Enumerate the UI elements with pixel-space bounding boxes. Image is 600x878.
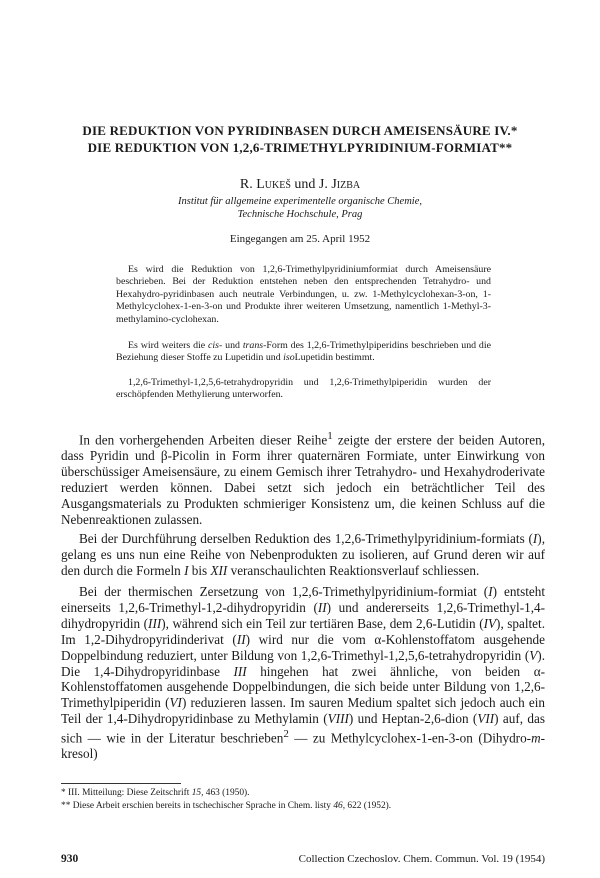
institution-line-2: Technische Hochschule, Prag bbox=[237, 209, 363, 220]
abstract-paragraph-2 bbox=[116, 340, 491, 365]
abstract-text-3: 1,2,6-Trimethyl-1,2,5,6-tetrahydropyridin und 1,2,6-Trimethylpiperidin wurden der erschöpfenden Methylierung unterworfen. bbox=[116, 377, 491, 401]
abstract-text-2: Es wird weiters die cis- und trans-Form des 1,2,6-Trimethylpiperidins beschrieben und die Beziehung dieser Stoffe zu Lupetidin und isoLupetidin bestimmt. bbox=[116, 340, 491, 364]
author-2-initial: J. bbox=[318, 177, 328, 192]
body-paragraph-3: Bei der thermischen Zersetzung von 1,2,6-Trimethylpyridinium-formiat (I) entsteht einerseits 1,2,6-Trimethyl-1,2-dihydropyridin (II) und andererseits 1,2,6-Trimethyl-1,4-dihydropyridin (III), während sich ein Teil zur tertiären Base, dem 2,6-Lutidin (IV), spaltet. Im 1,2-Dihydropyridinderivat (II) wird nur die vom α-Kohlenstoffatom ausgehende Doppelbindung reduziert, unter Bildung von 1,2,6-Trimethyl-1,2,5,6-tetrahydropyridin (V). Die 1,4-Dihydropyridinbase III hingehen hat zwei ähnliche, von beiden α-Kohlenstoffatomen ausgehende Doppelbindungen, die sich beide unter Bildung von 1,2,6-Trimethylpiperidin (VI) reduzieren lassen. Im sauren Medium spaltet sich jedoch auch ein Teil der 1,4-Dihydropyridinbase zu Methylamin (VIII) und Heptan-2,6-dion (VII) auf, das sich — wie in der Literatur beschrieben$^2$ — zu Methylcyclohex-1-en-3-on (Dihydro-m-kresol) bbox=[61, 584, 546, 762]
body-paragraph-1: In den vorhergehenden Arbeiten dieser Reihe$^1$ zeigte der erstere der beiden Autoren, dass Pyridin und β-Picolin in Form ihrer quaternären Formiate, unter Einwirkung von überschüssiger Ameisensäure, zu einem Gemisch ihrer Tetrahydro- und Hexahydroderivate reduziert werden können. Dabei setzt sich jedoch ein beträchtlicher Teil des Ausgangsmaterials zu Produkten schmieriger Konsistenz um, die keinen Schluss auf die Nebenreaktionen zulassen. bbox=[61, 430, 546, 527]
article-title-line-1: DIE REDUKTION VON PYRIDINBASEN DURCH AMEISENSÄURE IV.* bbox=[82, 123, 518, 138]
author-2-surname: Jizba bbox=[331, 177, 361, 192]
footnote-1: * III. Mitteilung: Diese Zeitschrift 15, 463 (1950). bbox=[61, 788, 250, 798]
page-number: 930 bbox=[61, 853, 79, 865]
footnote-ref-1: 1 bbox=[327, 430, 333, 442]
author-connector: und bbox=[294, 177, 316, 192]
footnote-divider bbox=[61, 783, 181, 784]
abstract-paragraph-1 bbox=[116, 264, 491, 326]
received-date: Eingegangen am 25. April 1952 bbox=[229, 233, 371, 245]
author-1-surname: Lukeš bbox=[256, 177, 291, 192]
footnote-2: ** Diese Arbeit erschien bereits in tschechischer Sprache in Chem. listy 46, 622 (1952). bbox=[61, 801, 392, 811]
authors bbox=[40, 177, 560, 193]
article-title-line-2: DIE REDUKTION VON 1,2,6-TRIMETHYLPYRIDINIUM-FORMIAT** bbox=[87, 140, 513, 155]
footnote-ref-2: 2 bbox=[283, 728, 289, 741]
body-paragraph-2: Bei der Durchführung derselben Reduktion des 1,2,6-Trimethylpyridinium-formiats (I), gelang es uns nun eine Reihe von Nebenprodukten zu isolieren, auf Grund deren wir auf den durch die Formeln I bis XII veranschaulichten Reaktionsverlauf schliessen. bbox=[61, 531, 545, 578]
abstract-paragraph-3 bbox=[116, 377, 491, 402]
institution-line-1: Institut für allgemeine experimentelle organische Chemie, bbox=[178, 196, 422, 207]
abstract-text-1: Es wird die Reduktion von 1,2,6-Trimethylpyridiniumformiat durch Ameisensäure beschrieben. Bei der Reduktion entstehen neben den entsprechenden Tetrahydro- und Hexahydro-pyridinbasen auch neutrale Verbindungen, u. zw. 1-Methylcyclohexan-3-on, 1-Methylcyclohex-1-en-3-on und Produkte ihrer weiteren Umsetzung, namentlich 1-Methyl-3-methylamino-cyclohexan. bbox=[116, 264, 491, 325]
author-1-initial: R. bbox=[239, 177, 253, 192]
journal-citation: Collection Czechoslov. Chem. Commun. Vol. 19 (1954) bbox=[298, 853, 545, 865]
